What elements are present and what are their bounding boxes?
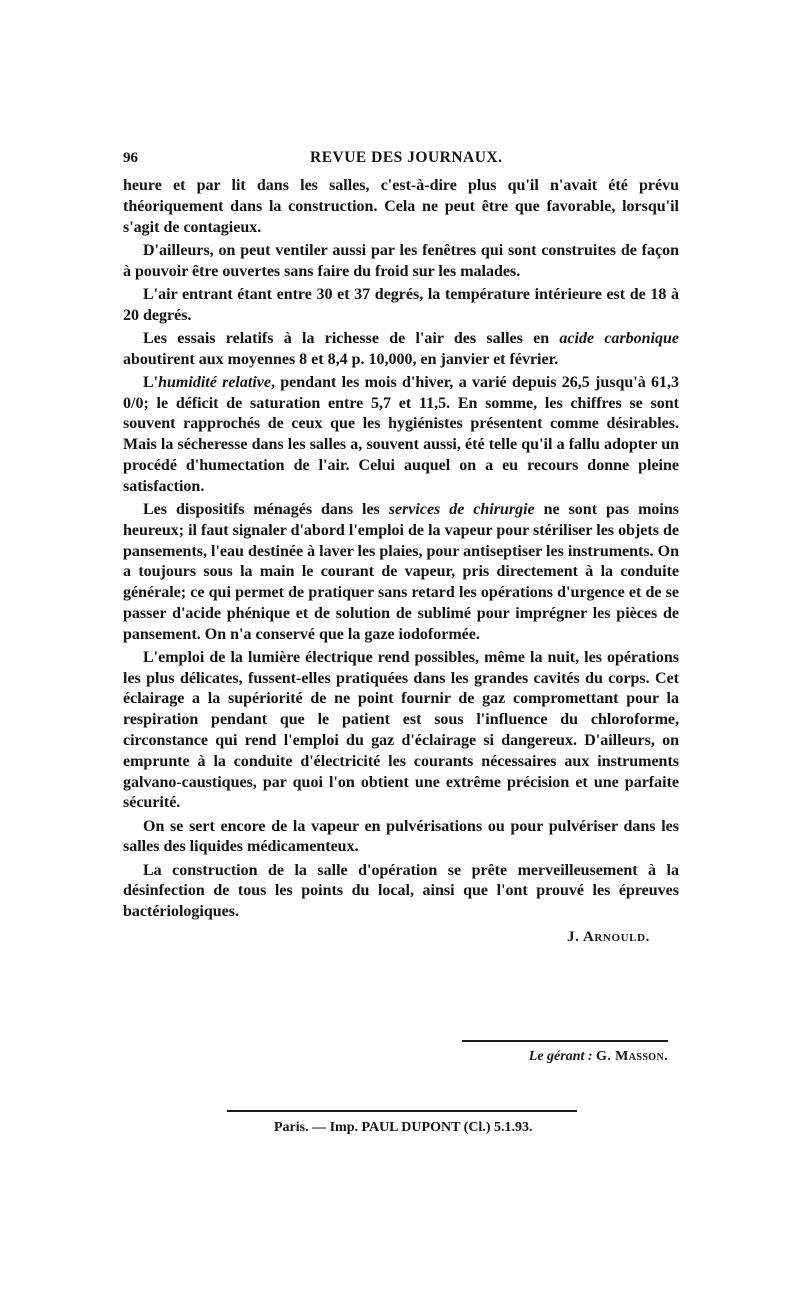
printer-imprint: Paris. — Imp. PAUL DUPONT (Cl.) 5.1.93. — [274, 1120, 533, 1135]
paragraph-6-text-b: ne sont pas moins heureux; il faut signaler d'abord l'emploi de la vapeur pour stériliser les objets de pansements, l'eau destinée à laver les plaies, pour antiseptiser les instruments. On a toujours sous la main le courant de vapeur, pris directement à la conduite générale; ce qui permet de pratiquer sans retard les opérations d'urgence et de se passer d'acide phénique et de solution de sublimé pour imprégner les pièces de pansement. On n'a conservé que la gaze iodoformée. — [123, 500, 679, 643]
paragraph-5-emphasis: humidité relative — [158, 373, 271, 391]
article-body — [123, 176, 679, 925]
paragraph-2: D'ailleurs, on peut ventiler aussi par les fenêtres qui sont construites de façon à pouvoir être ouvertes sans faire du froid sur les malades. — [123, 241, 679, 280]
paragraph-4-text-b: aboutirent aux moyennes 8 et 8,4 p. 10,000, en janvier et février. — [123, 350, 559, 368]
paragraph-1: heure et par lit dans les salles, c'est-à-dire plus qu'il n'avait été prévu théoriquement dans la construction. Cela ne peut être que favorable, lorsqu'il s'agit de contagieux. — [123, 177, 679, 236]
paragraph-8: On se sert encore de la vapeur en pulvérisations ou pour pulvériser dans les salles des liquides médicamenteux. — [123, 817, 679, 856]
paragraph-4-text-a: Les essais relatifs à la richesse de l'air des salles en — [143, 329, 560, 347]
paragraph-4-emphasis: acide carbonique — [559, 329, 679, 347]
paragraph-6 — [123, 500, 679, 646]
gerant-line — [529, 1049, 668, 1065]
paragraph-3: L'air entrant étant entre 30 et 37 degrés, la température intérieure est de 18 à 20 degrés. — [123, 285, 679, 324]
paragraph-5-text-a: L' — [143, 373, 159, 391]
paragraph-4 — [123, 329, 679, 371]
divider-rule — [462, 1040, 668, 1042]
running-head: REVUE DES JOURNAUX. — [310, 149, 503, 166]
paragraph-6-text-a: Les dispositifs ménagés dans les — [143, 500, 389, 518]
paragraph-7: L'emploi de la lumière électrique rend possibles, même la nuit, les opérations les plus délicates, fussent-elles pratiquées dans les grandes cavités du corps. Cet éclairage a la supériorité de ne point fournir de gaz compromettant pour la respiration pendant que le patient est sous l'influence du chloroforme, circonstance qui rend l'emploi du gaz d'éclairage si dangereux. D'ailleurs, on emprunte à la conduite d'électricité les courants nécessaires aux instruments galvano-caustiques, par quoi l'on obtient une extrême précision et une parfaite sécurité. — [123, 648, 679, 812]
paragraph-9: La construction de la salle d'opération se prête merveilleusement à la désinfection de tous les points du local, ainsi que l'ont prouvé les épreuves bactériologiques. — [123, 861, 679, 921]
gerant-name: G. Masson. — [596, 1049, 668, 1064]
gerant-label: Le gérant : — [528, 1049, 593, 1064]
paragraph-5 — [123, 373, 679, 498]
imprint-rule — [227, 1110, 577, 1112]
paragraph-6-emphasis: services de chirurgie — [388, 500, 535, 518]
author-signature: J. Arnould. — [566, 929, 650, 945]
paragraph-5-text-b: , pendant les mois d'hiver, a varié depuis 26,5 jusqu'à 61,3 0/0; le déficit de saturation entre 5,7 et 11,5. En somme, les chiffres se sont souvent rapprochés de ceux que les hygiénistes présentent comme désirables. Mais la sécheresse dans les salles a, souvent aussi, été telle qu'il a fallu adopter un procédé d'humectation de l'air. Celui auquel on a eu recours donne pleine satisfaction. — [123, 373, 680, 495]
page-number: 96 — [123, 150, 138, 166]
